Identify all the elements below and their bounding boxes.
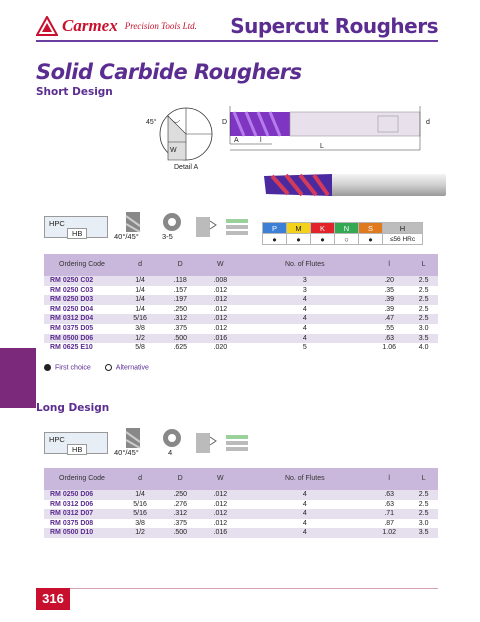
table-cell: .47 xyxy=(369,314,409,324)
helix-spec xyxy=(114,428,150,458)
short-design-title: Short Design xyxy=(36,86,113,98)
flutes-label: 3-5 xyxy=(162,232,173,241)
ordering-code-cell: RM 0312 D06 xyxy=(50,500,94,508)
table-cell: .35 xyxy=(384,286,395,294)
flutes-icon xyxy=(156,212,188,232)
iso-mark: ≤56 HRc xyxy=(383,234,423,245)
table-cell: 2.5 xyxy=(418,286,429,294)
table-cell: 3 xyxy=(302,286,307,294)
table-cell: .157 xyxy=(173,286,188,294)
table-cell: .012 xyxy=(213,324,228,332)
table-cell: 4 xyxy=(240,528,369,538)
table-cell: 3.5 xyxy=(409,528,438,538)
brand-logo xyxy=(36,16,197,36)
table-cell: .250 xyxy=(173,305,188,313)
table-row xyxy=(44,519,438,529)
ordering-code-cell: RM 0625 E10 xyxy=(50,344,93,352)
ordering-code-cell: RM 0312 D07 xyxy=(44,509,120,519)
a-label: A xyxy=(234,137,239,144)
col-d: d xyxy=(120,254,160,276)
table-cell: 2.5 xyxy=(409,276,438,286)
table-cell: 2.5 xyxy=(418,305,429,313)
col-D: D xyxy=(160,254,200,276)
col-W: W xyxy=(200,254,240,276)
table-cell: 4 xyxy=(302,500,307,508)
hpc-spec xyxy=(44,432,108,454)
table-cell: .012 xyxy=(200,509,240,519)
table-row xyxy=(44,334,438,344)
header-rule xyxy=(36,40,438,42)
iso-k: K xyxy=(311,223,335,234)
ordering-code-cell: RM 0375 D08 xyxy=(50,519,94,527)
open-dot-icon xyxy=(105,364,112,371)
hb-label: HB xyxy=(67,444,87,455)
table-cell: 3.0 xyxy=(418,519,429,527)
side-section-tab xyxy=(0,348,36,408)
table-cell: .71 xyxy=(369,509,409,519)
coating-icon xyxy=(224,431,250,455)
table-cell: 4 xyxy=(240,509,369,519)
end-mill-photo xyxy=(262,168,448,202)
helix-spec xyxy=(114,212,150,242)
col-l: l xyxy=(369,468,409,490)
table-cell: 1.06 xyxy=(382,344,397,352)
table-cell: .012 xyxy=(213,500,228,508)
brand-name: Carmex xyxy=(62,16,118,35)
iso-mark: ○ xyxy=(335,234,359,245)
ordering-code-cell: RM 0250 C03 xyxy=(50,286,94,294)
table-cell: 1/2 xyxy=(120,528,160,538)
table-cell: 2.5 xyxy=(409,509,438,519)
col-ordering-code: Ordering Code xyxy=(44,468,120,490)
table-row xyxy=(44,305,438,315)
hpc-label: HPC xyxy=(49,219,65,228)
iso-material-table xyxy=(262,222,423,245)
corner-radius-icon xyxy=(194,215,218,239)
table-cell: 3/8 xyxy=(135,519,145,527)
table-row xyxy=(44,500,438,510)
legend xyxy=(44,364,149,371)
table-row xyxy=(44,490,438,500)
hpc-spec xyxy=(44,216,108,238)
table-cell: 2.5 xyxy=(409,490,438,500)
ordering-code-cell: RM 0375 D05 xyxy=(50,324,94,332)
iso-p: P xyxy=(263,223,287,234)
table-cell: .39 xyxy=(384,305,395,313)
table-row xyxy=(44,314,438,324)
col-d: d xyxy=(120,468,160,490)
long-table-body xyxy=(44,490,438,538)
carmex-logo-icon xyxy=(36,16,58,36)
table-cell: .500 xyxy=(160,528,200,538)
table-cell: .012 xyxy=(200,314,240,324)
short-design-table xyxy=(44,254,438,353)
filled-dot-icon xyxy=(44,364,51,371)
iso-n: N xyxy=(335,223,359,234)
table-cell: .312 xyxy=(160,509,200,519)
col-l: l xyxy=(369,254,409,276)
ordering-code-cell: RM 0250 D06 xyxy=(44,490,120,500)
col-L: L xyxy=(409,468,438,490)
col-flutes: No. of Flutes xyxy=(240,254,369,276)
table-cell: 4 xyxy=(302,324,307,332)
table-cell: .012 xyxy=(213,305,228,313)
table-cell: .012 xyxy=(213,286,228,294)
table-cell: 4 xyxy=(240,490,369,500)
table-cell: 1/4 xyxy=(135,305,145,313)
iso-m: M xyxy=(287,223,311,234)
table-cell: 3.5 xyxy=(409,334,438,344)
l-label: l xyxy=(260,137,262,144)
table-cell: 3/8 xyxy=(135,324,145,332)
table-cell: 4 xyxy=(240,334,369,344)
table-cell: 2.5 xyxy=(409,295,438,305)
footer-rule xyxy=(36,588,438,589)
table-cell: 5/8 xyxy=(135,344,145,352)
hpc-label: HPC xyxy=(49,435,65,444)
table-row xyxy=(44,295,438,305)
helix-label: 40°/45° xyxy=(114,232,139,241)
table-cell: 2.5 xyxy=(418,500,429,508)
table-cell: .016 xyxy=(200,528,240,538)
flutes-spec xyxy=(156,212,188,242)
ordering-code-cell: RM 0250 C02 xyxy=(44,276,120,286)
short-spec-strip xyxy=(44,212,250,242)
table-header-row xyxy=(44,254,438,276)
table-cell: 1/4 xyxy=(120,295,160,305)
table-cell: .118 xyxy=(160,276,200,286)
coating-icon xyxy=(224,215,250,239)
table-cell: .63 xyxy=(369,334,409,344)
col-D: D xyxy=(160,468,200,490)
table-cell: .375 xyxy=(173,519,188,527)
table-cell: 4 xyxy=(302,519,307,527)
iso-mark: ● xyxy=(287,234,311,245)
table-cell: .39 xyxy=(369,295,409,305)
table-cell: 1/2 xyxy=(120,334,160,344)
col-L: L xyxy=(409,254,438,276)
table-cell: .63 xyxy=(369,490,409,500)
col-ordering-code: Ordering Code xyxy=(44,254,120,276)
table-cell: .012 xyxy=(200,490,240,500)
legend-first-label: First choice xyxy=(55,364,91,372)
table-cell: 4 xyxy=(240,314,369,324)
table-cell: .008 xyxy=(200,276,240,286)
table-header-row xyxy=(44,468,438,490)
table-row xyxy=(44,276,438,286)
flutes-label: 4 xyxy=(168,448,173,457)
table-cell: 5/16 xyxy=(133,500,147,508)
table-cell: 4 xyxy=(302,305,307,313)
table-cell: .020 xyxy=(213,344,228,352)
table-cell: 4 xyxy=(240,295,369,305)
ordering-code-cell: RM 0312 D04 xyxy=(44,314,120,324)
section-title: Solid Carbide Roughers xyxy=(36,60,302,84)
table-cell: 1/4 xyxy=(120,276,160,286)
ordering-code-cell: RM 0250 D03 xyxy=(44,295,120,305)
angle-label: 45° xyxy=(146,119,157,126)
legend-alt-label: Alternative xyxy=(115,364,149,372)
col-flutes: No. of Flutes xyxy=(240,468,369,490)
table-cell: 4.0 xyxy=(418,344,429,352)
table-row xyxy=(44,528,438,538)
corner-radius-icon xyxy=(194,431,218,455)
end-mill-schematic xyxy=(220,104,446,156)
iso-mark: ● xyxy=(311,234,335,245)
table-cell: .20 xyxy=(369,276,409,286)
helix-icon xyxy=(114,212,150,232)
page-number: 316 xyxy=(36,588,70,610)
iso-header-row xyxy=(263,223,423,234)
table-cell: .016 xyxy=(200,334,240,344)
w-label: W xyxy=(170,147,177,154)
iso-s: S xyxy=(359,223,383,234)
table-cell: .375 xyxy=(173,324,188,332)
table-cell: .197 xyxy=(160,295,200,305)
length-label: L xyxy=(320,143,324,150)
table-cell: .87 xyxy=(384,519,395,527)
table-cell: 5 xyxy=(302,344,307,352)
flutes-icon xyxy=(156,428,188,448)
table-cell: 5/16 xyxy=(120,314,160,324)
table-cell: 5/16 xyxy=(120,509,160,519)
table-cell: .63 xyxy=(384,500,395,508)
ordering-code-cell: RM 0500 D10 xyxy=(44,528,120,538)
brand-tagline: Precision Tools Ltd. xyxy=(124,21,197,31)
table-cell: 1/4 xyxy=(120,490,160,500)
table-row xyxy=(44,324,438,334)
hb-label: HB xyxy=(67,228,87,239)
helix-icon xyxy=(114,428,150,448)
short-table-body xyxy=(44,276,438,353)
legend-alternative xyxy=(105,364,149,371)
table-cell: 3 xyxy=(240,276,369,286)
flutes-spec xyxy=(156,428,188,458)
table-cell: .625 xyxy=(173,344,188,352)
d-right-label: d xyxy=(426,119,430,126)
d-left-label: D xyxy=(222,119,228,126)
table-row xyxy=(44,286,438,296)
table-cell: .276 xyxy=(173,500,188,508)
iso-mark: ● xyxy=(359,234,383,245)
table-cell: .55 xyxy=(384,324,395,332)
iso-h: H xyxy=(383,223,423,234)
table-cell: 1/4 xyxy=(135,286,145,294)
table-cell: .250 xyxy=(160,490,200,500)
table-row xyxy=(44,343,438,353)
iso-mark: ● xyxy=(263,234,287,245)
ordering-code-cell: RM 0500 D06 xyxy=(44,334,120,344)
helix-label: 40°/45° xyxy=(114,448,139,457)
long-spec-strip xyxy=(44,428,250,458)
long-design-table xyxy=(44,468,438,538)
ordering-code-cell: RM 0250 D04 xyxy=(50,305,94,313)
table-cell: 3.0 xyxy=(418,324,429,332)
page-heading: Supercut Roughers xyxy=(230,14,438,38)
long-design-title: Long Design xyxy=(36,402,110,414)
table-cell: .012 xyxy=(213,519,228,527)
table-row xyxy=(44,509,438,519)
table-cell: .012 xyxy=(200,295,240,305)
table-cell: 1.02 xyxy=(369,528,409,538)
table-cell: .500 xyxy=(160,334,200,344)
col-W: W xyxy=(200,468,240,490)
table-cell: 2.5 xyxy=(409,314,438,324)
table-cell: .312 xyxy=(160,314,200,324)
iso-marks-row xyxy=(263,234,423,245)
detail-label: Detail A xyxy=(174,164,199,171)
legend-first-choice xyxy=(44,364,91,371)
